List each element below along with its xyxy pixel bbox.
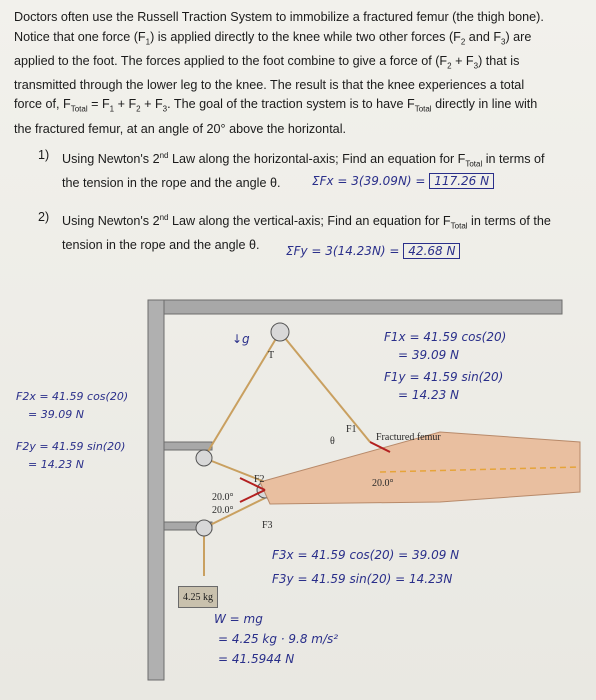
q-text: Law along the horizontal-axis; Find an equation for F	[168, 152, 466, 167]
subscript: 2	[447, 61, 452, 71]
intro-text: and F	[465, 29, 502, 44]
q-text: Using Newton's 2	[62, 152, 160, 167]
q-text: tension in the rope and the angle θ.	[62, 237, 260, 252]
angle-label: 20.0°	[212, 505, 234, 516]
subscript: 3	[162, 104, 168, 114]
top-beam	[148, 300, 562, 314]
f3-label: F3	[262, 520, 273, 531]
intro-text: force of, F	[14, 97, 71, 112]
question-number: 2)	[38, 210, 50, 224]
intro-line	[14, 95, 584, 119]
f1y-value: = 14.23 N	[398, 388, 460, 402]
intro-text: Doctors often use the Russell Traction System to immobilize a fractured femur (the thigh bone).	[14, 10, 544, 24]
intro-text: ) that is	[478, 53, 520, 68]
weight-note: W = mg	[214, 612, 263, 626]
f1x-value: = 39.09 N	[398, 348, 460, 362]
angle-label: 20.0°	[372, 478, 394, 489]
pulley-icon	[196, 450, 212, 466]
subscript: 2	[136, 104, 141, 114]
q-text: the tension in the rope and the angle θ.	[62, 175, 281, 190]
intro-text: + F	[451, 53, 474, 68]
intro-text: + F	[140, 97, 163, 112]
intro-text: . The goal of the traction system is to have F	[167, 97, 415, 112]
weight-calc: = 4.25 kg · 9.8 m/s²	[218, 632, 339, 646]
f3x-note: F3x = 41.59 cos(20) = 39.09 N	[272, 548, 460, 562]
intro-line	[14, 76, 584, 96]
subscript: Total	[465, 159, 483, 169]
q-text: in terms of	[482, 152, 545, 167]
question-number: 1)	[38, 148, 50, 162]
problem-intro	[14, 8, 584, 139]
subscript: 1	[145, 37, 151, 47]
intro-text: ) is applied directly to the knee while two other forces (F	[150, 29, 461, 44]
weight-result: = 41.5944 N	[218, 652, 295, 666]
intro-line	[14, 8, 584, 28]
q2-answer: 42.68 N	[403, 243, 460, 259]
subscript: Total	[70, 104, 88, 114]
intro-text: the fractured femur, at an angle of 20° above the horizontal.	[14, 121, 346, 136]
subscript: 3	[501, 37, 506, 47]
subscript: 3	[473, 61, 479, 71]
intro-line	[14, 120, 584, 140]
f2x-value: = 39.09 N	[28, 408, 84, 421]
bracket-upper	[164, 442, 212, 450]
intro-line	[14, 28, 584, 52]
q1-handwritten-work	[312, 174, 494, 188]
tension-label: T	[268, 350, 275, 361]
pulley-icon	[196, 520, 212, 536]
subscript: 1	[109, 104, 115, 114]
theta-label: θ	[330, 436, 335, 447]
intro-text: transmitted through the lower leg to the knee. The result is that the knee experiences a total	[14, 77, 525, 92]
intro-text: ) are	[505, 29, 532, 44]
q-text: Law along the vertical-axis; Find an equation for F	[168, 214, 451, 229]
intro-line	[14, 52, 584, 76]
fractured-femur-label: Fractured femur	[376, 432, 441, 443]
q-text: Using Newton's 2	[62, 214, 160, 229]
f2y-note: F2y = 41.59 sin(20)	[16, 440, 126, 453]
f2y-value: = 14.23 N	[28, 458, 84, 471]
work-text: ΣFx = 3(39.09N) =	[312, 174, 426, 188]
f1-label: F1	[346, 424, 357, 435]
hanging-weight	[178, 586, 218, 608]
q1-answer: 117.26 N	[429, 173, 494, 189]
gravity-note: ↓g	[232, 332, 250, 346]
subscript: 2	[460, 37, 466, 47]
subscript: Total	[450, 221, 468, 231]
weight-label: 4.25 kg	[183, 591, 213, 603]
subscript: Total	[414, 104, 432, 114]
intro-text: + F	[114, 97, 137, 112]
q2-handwritten-work	[286, 244, 460, 258]
traction-diagram	[140, 292, 590, 700]
superscript: nd	[159, 213, 169, 222]
intro-text: applied to the foot. The forces applied to the foot combine to give a force of (F	[14, 53, 448, 68]
left-post	[148, 300, 164, 680]
superscript: nd	[159, 151, 169, 160]
q-text: in terms of the	[467, 214, 551, 229]
work-text: ΣFy = 3(14.23N) =	[286, 244, 400, 258]
pulley-icon	[271, 323, 289, 341]
f2x-note: F2x = 41.59 cos(20)	[16, 390, 129, 403]
angle-label: 20.0°	[212, 492, 234, 503]
intro-text: = F	[87, 97, 110, 112]
f2-label: F2	[254, 474, 265, 485]
f3y-note: F3y = 41.59 sin(20) = 14.23N	[272, 572, 453, 586]
intro-text: directly in line with	[431, 97, 538, 112]
f1y-note: F1y = 41.59 sin(20)	[384, 370, 504, 384]
f1x-note: F1x = 41.59 cos(20)	[384, 330, 507, 344]
intro-text: Notice that one force (F	[14, 29, 146, 44]
